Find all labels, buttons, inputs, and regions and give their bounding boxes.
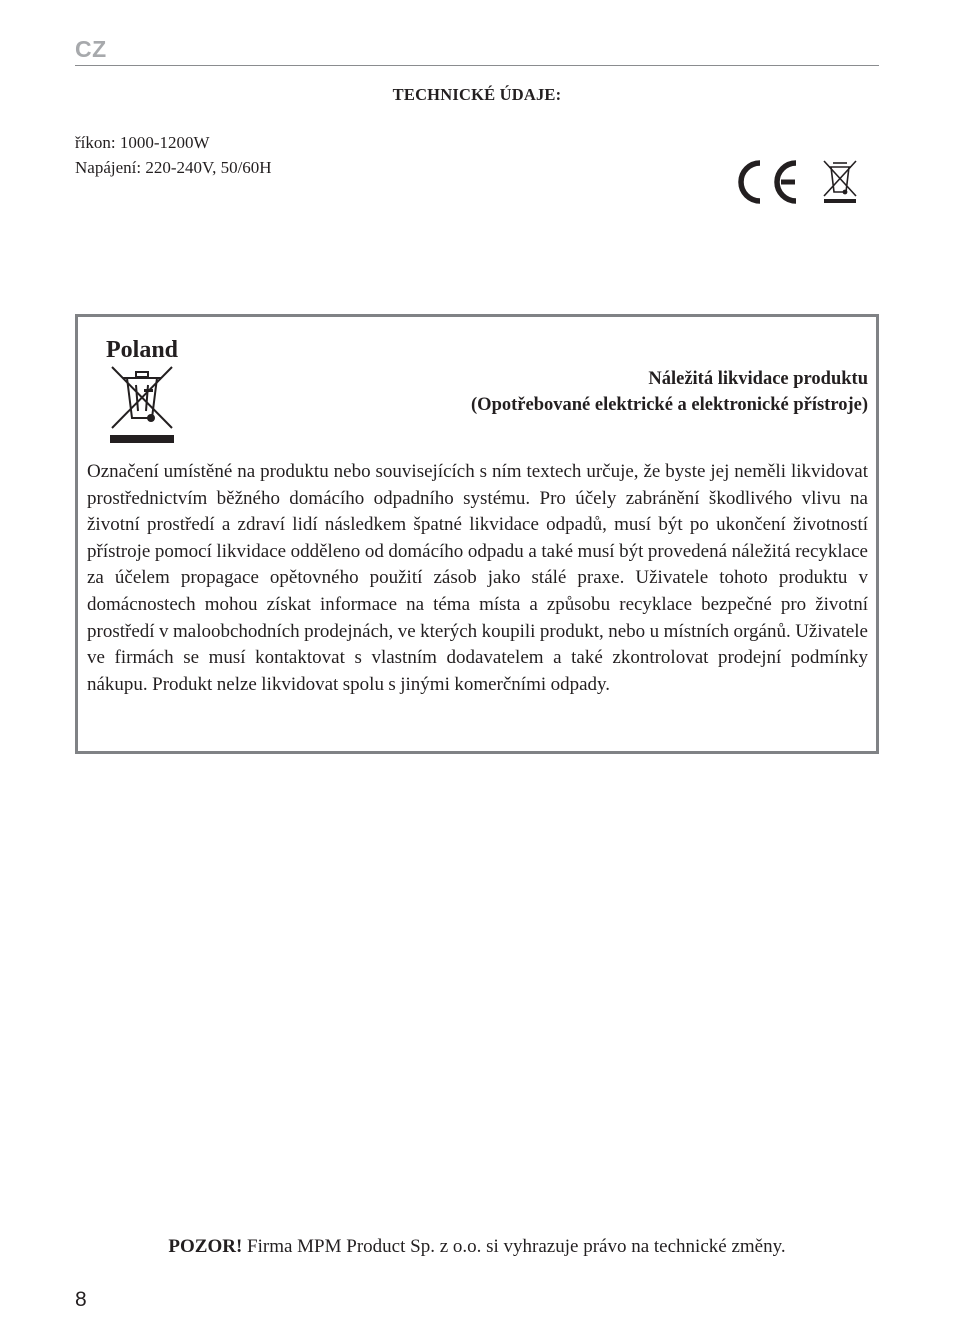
page-number: 8 bbox=[75, 1288, 87, 1311]
disposal-body-text: Označení umístěné na produktu nebo souvisejících s ním textech určuje, že byste jej neměli likvidovat prostřednictvím běžného domácího odpadního systému. Pro účely zabránění škodlivého vlivu na životní prostředí a zdraví lidí následkem špatné likvidace odpadů, musí být po ukončení životností přístroje pomocí likvidace odděleno od domácího odpadu a také musí být provedená náležitá recyklace za účelem propagace opětovného použití zásob jako stálé praxe. Uživatele tohoto produktu v domácnostech mohou získat informace na téma místa a způsobu recyklace bezpečné pro životní prostředí v maloobchodních prodejnách, ve kterých koupili produkt, nebo u místních orgánů. Uživatele ve firmách se musí kontaktovat s vlastním dodavatelem a také zkontrolovat prodejní podmínky nákupu. Produkt nelze likvidovat spolu s jinými komerčními odpady. bbox=[87, 461, 868, 695]
footer-warning bbox=[75, 1236, 879, 1258]
ce-mark-icon bbox=[738, 160, 800, 204]
header-divider bbox=[75, 65, 879, 66]
supply-spec: Napájení: 220-240V, 50/60H bbox=[75, 158, 272, 177]
crossed-out-bin-icon bbox=[820, 158, 860, 204]
technical-data-title: TECHNICKÉ ÚDAJE: bbox=[392, 85, 562, 104]
language-code: CZ bbox=[75, 36, 107, 62]
country-label: Poland bbox=[106, 337, 179, 363]
disposal-heading bbox=[471, 366, 868, 418]
disposal-heading-line-2: (Opotřebované elektrické a elektronické přístroje) bbox=[471, 395, 868, 415]
disposal-info-box bbox=[75, 314, 879, 754]
disposal-heading-line-1: Náležitá likvidace produktu bbox=[648, 369, 868, 389]
warning-label: POZOR! bbox=[168, 1236, 243, 1257]
warning-text: Firma MPM Product Sp. z o.o. si vyhrazuje právo na technické změny. bbox=[242, 1236, 786, 1257]
power-spec: říkon: 1000-1200W bbox=[75, 133, 210, 152]
crossed-out-bin-icon bbox=[110, 365, 174, 443]
